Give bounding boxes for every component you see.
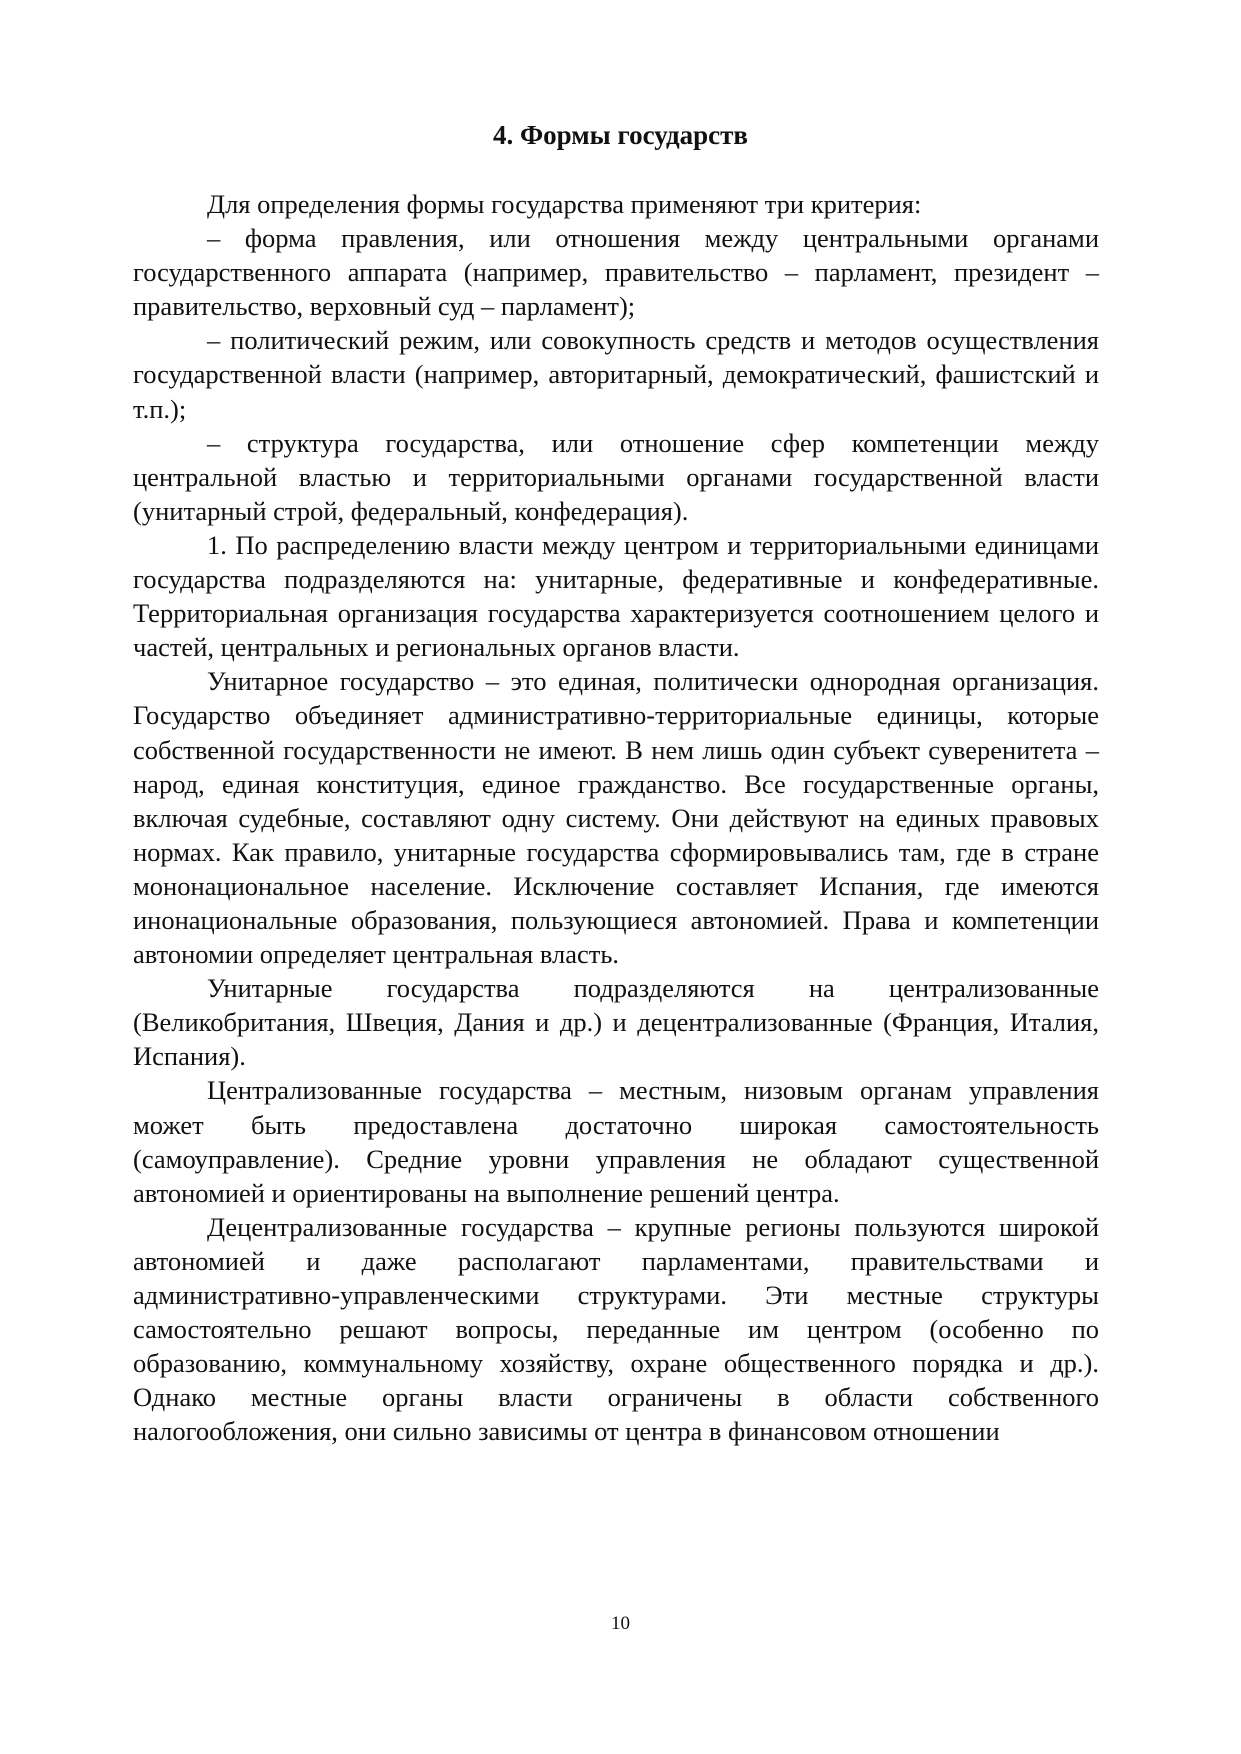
paragraph-state-structure: – структура государства, или отношение сфер компетенции между центральной властью и территориальными органами государственной власти (унитарный строй, федеральный, конфедерация).: [133, 427, 1099, 526]
paragraph-criteria-intro: Для определения формы государства применяют три критерия:: [207, 189, 922, 219]
paragraph-unitary-types: Унитарные государства подразделяются на централизованные (Великобритания, Швеция, Дания и др.) и децентрализованные (Франция, Италия, Испания).: [133, 973, 1099, 1072]
paragraph-power-distribution: 1. По распределению власти между центром и территориальными единицами государства подразделяются на: унитарные, федеративные и конфедеративные. Территориальная организация государства характеризуется соотношением целого и частей, центральных и региональных органов власти.: [133, 529, 1099, 663]
paragraph-decentralized-states: Децентрализованные государства – крупные регионы пользуются широкой автономией и даже располагают парламентами, правительствами и административно-управленческими структурами. Эти местные структуры самостоятельно решают вопросы, переданные им центром (особенно по образованию, коммунальному хозяйству, охране общественного порядка и др.). Однако местные органы власти ограничены в области собственного налогообложения, они сильно зависимы от центра в финансовом отношении: [133, 1211, 1099, 1447]
body-text: [133, 187, 1099, 1448]
paragraph-unitary-state: Унитарное государство – это единая, политически однородная организация. Государство объединяет административно-территориальные единицы, которые собственной государственности не имеют. В нем лишь один субъект суверенитета – народ, единая конституция, единое гражданство. Все государственные органы, включая судебные, составляют одну систему. Они действуют на единых правовых нормах. Как правило, унитарные государства сформировывались там, где в стране мононациональное население. Исключение составляет Испания, где имеются инонациональные образования, пользующиеся автономией. Права и компетенции автономии определяет центральная власть.: [133, 666, 1099, 970]
section-title: 4. Формы государств: [492, 120, 749, 150]
paragraph-form-of-government: – форма правления, или отношения между центральными органами государственного аппарата (например, правительство – парламент, президент – правительство, верховный суд – парламент);: [133, 223, 1099, 322]
paragraph-centralized-states: Централизованные государства – местным, низовым органам управления может быть предоставлена достаточно широкая самостоятельность (самоуправление). Средние уровни управления не обладают существенной автономией и ориентированы на выполнение решений центра.: [133, 1075, 1099, 1208]
paragraph-political-regime: – политический режим, или совокупность средств и методов осуществления государственной власти (например, авторитарный, демократический, фашистский и т.п.);: [133, 325, 1099, 424]
page-number: 10: [611, 1613, 630, 1634]
